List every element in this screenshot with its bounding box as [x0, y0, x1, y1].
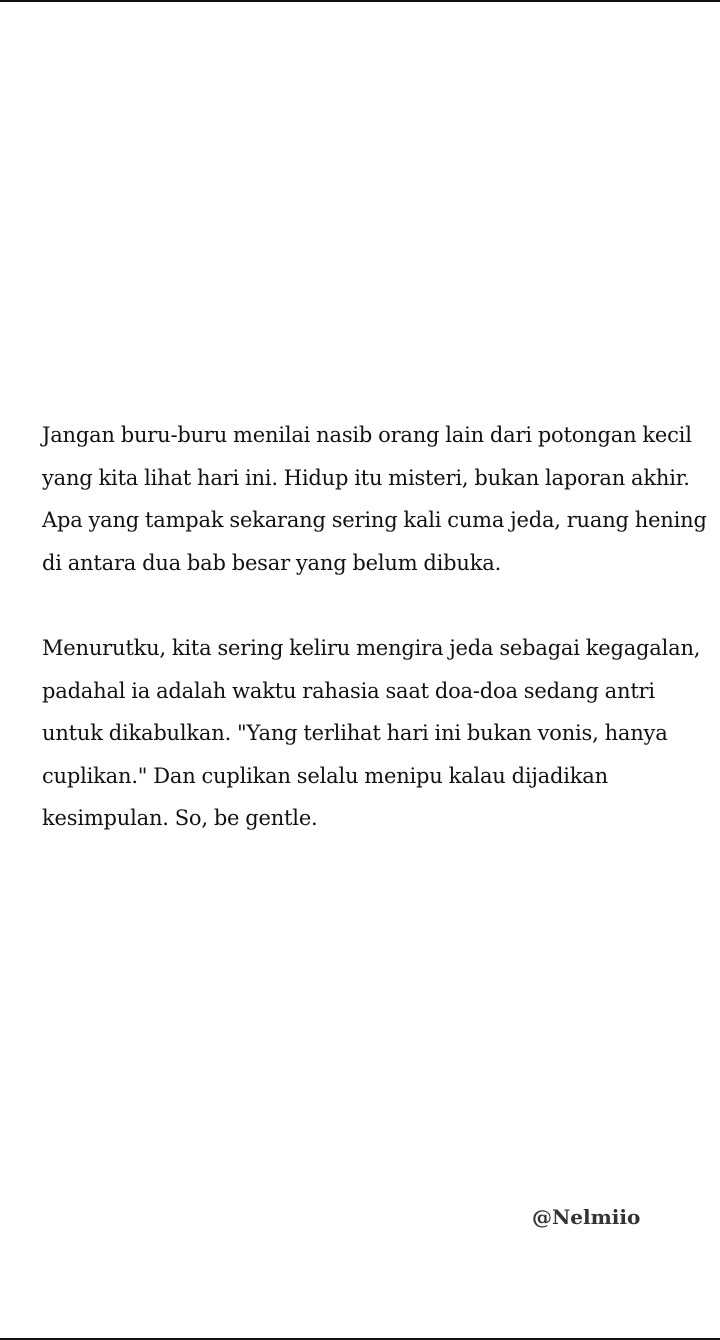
text-line: padahal ia adalah waktu rahasia saat doa-doa sedang antri	[42, 678, 655, 703]
text-line: kesimpulan. So, be gentle.	[42, 806, 318, 831]
paragraph-1	[42, 414, 707, 584]
author-signature: @Nelmiio	[532, 1205, 641, 1229]
text-line: cuplikan." Dan cuplikan selalu menipu kalau dijadikan	[42, 763, 608, 788]
text-line: di antara dua bab besar yang belum dibuka.	[42, 550, 502, 575]
text-line: Menurutku, kita sering keliru mengira jeda sebagai kegagalan,	[42, 635, 701, 660]
text-line: untuk dikabulkan. "Yang terlihat hari ini bukan vonis, hanya	[42, 721, 668, 746]
text-line: yang kita lihat hari ini. Hidup itu misteri, bukan laporan akhir.	[42, 465, 690, 490]
quote-text	[42, 414, 707, 840]
paragraph-2	[42, 627, 701, 840]
text-line: Apa yang tampak sekarang sering kali cuma jeda, ruang hening	[42, 508, 707, 533]
text-line: Jangan buru-buru menilai nasib orang lain dari potongan kecil	[42, 423, 692, 447]
